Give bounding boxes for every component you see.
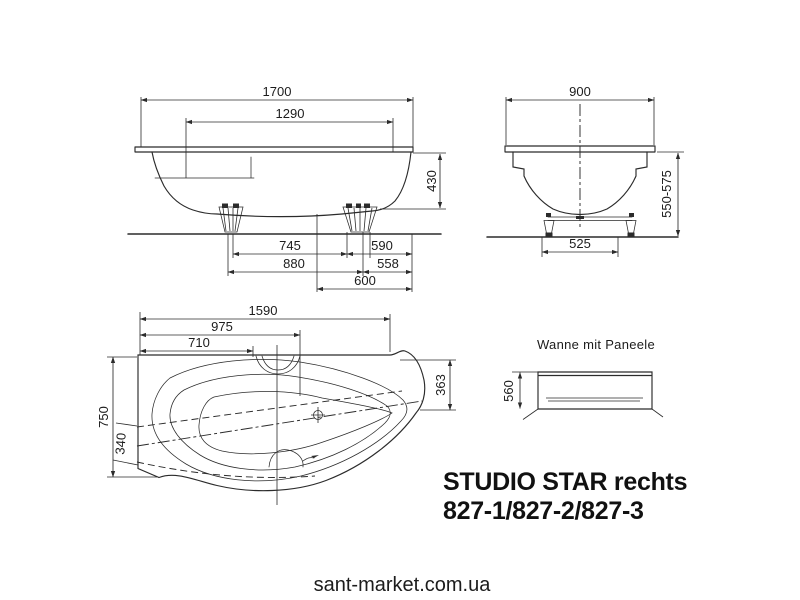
dim-plan-recess-center: 975 [211,319,233,334]
panel-ext-lines [512,372,663,420]
dim-plan-overall-width: 750 [96,406,111,428]
dim-side-drain-to-end: 558 [377,256,399,271]
panel-title: Wanne mit Paneele [536,337,656,352]
dim-side-inner-length: 1290 [275,106,305,121]
dim-end-overall-height: 550-575 [659,170,674,218]
side-rim [135,147,413,152]
panel-outline [538,372,652,409]
watermark-text: sant-market.com.ua [313,574,491,596]
panel-view [501,337,663,420]
plan-rim-inner [152,359,407,480]
dim-side-depth: 430 [424,170,439,192]
plan-view [96,303,456,505]
dim-plan-tip-offset: 363 [433,374,448,396]
side-ext-bottom [228,214,412,292]
end-view [487,84,684,257]
side-internal-lines [155,157,254,178]
side-feet [219,204,377,233]
plan-ext-top [140,312,390,396]
dim-plan-recess-edge: 710 [188,335,210,350]
plan-opening [170,374,390,470]
dim-end-overall-width: 900 [569,84,591,99]
dim-side-feet-spacing: 745 [279,238,301,253]
dim-side-center-to-end: 600 [354,273,376,288]
dim-plan-overall-length: 1590 [248,303,278,318]
title-block [443,468,687,525]
dim-end-feet-width: 525 [569,236,591,251]
plan-bottom-outline [199,391,392,453]
dim-panel-height: 560 [501,380,516,402]
product-name: STUDIO STAR rechts [443,468,688,496]
side-view [128,84,446,292]
dim-plan-end-inner-width: 340 [112,432,129,456]
plan-dashed-lower [137,462,315,477]
side-ext-1290 [186,118,393,178]
plan-headrest-recess [256,356,300,374]
plan-drain [311,407,325,423]
panel-inner-lines [546,398,643,401]
product-models: 827-1/827-2/827-3 [443,497,644,525]
dim-side-overall-length: 1700 [262,84,292,99]
plan-grip [269,450,314,467]
plan-ext-width [107,357,157,477]
end-feet-frame [544,213,636,237]
dim-side-feet-to-end: 590 [371,238,393,253]
dim-side-feet-outer: 880 [283,256,305,271]
